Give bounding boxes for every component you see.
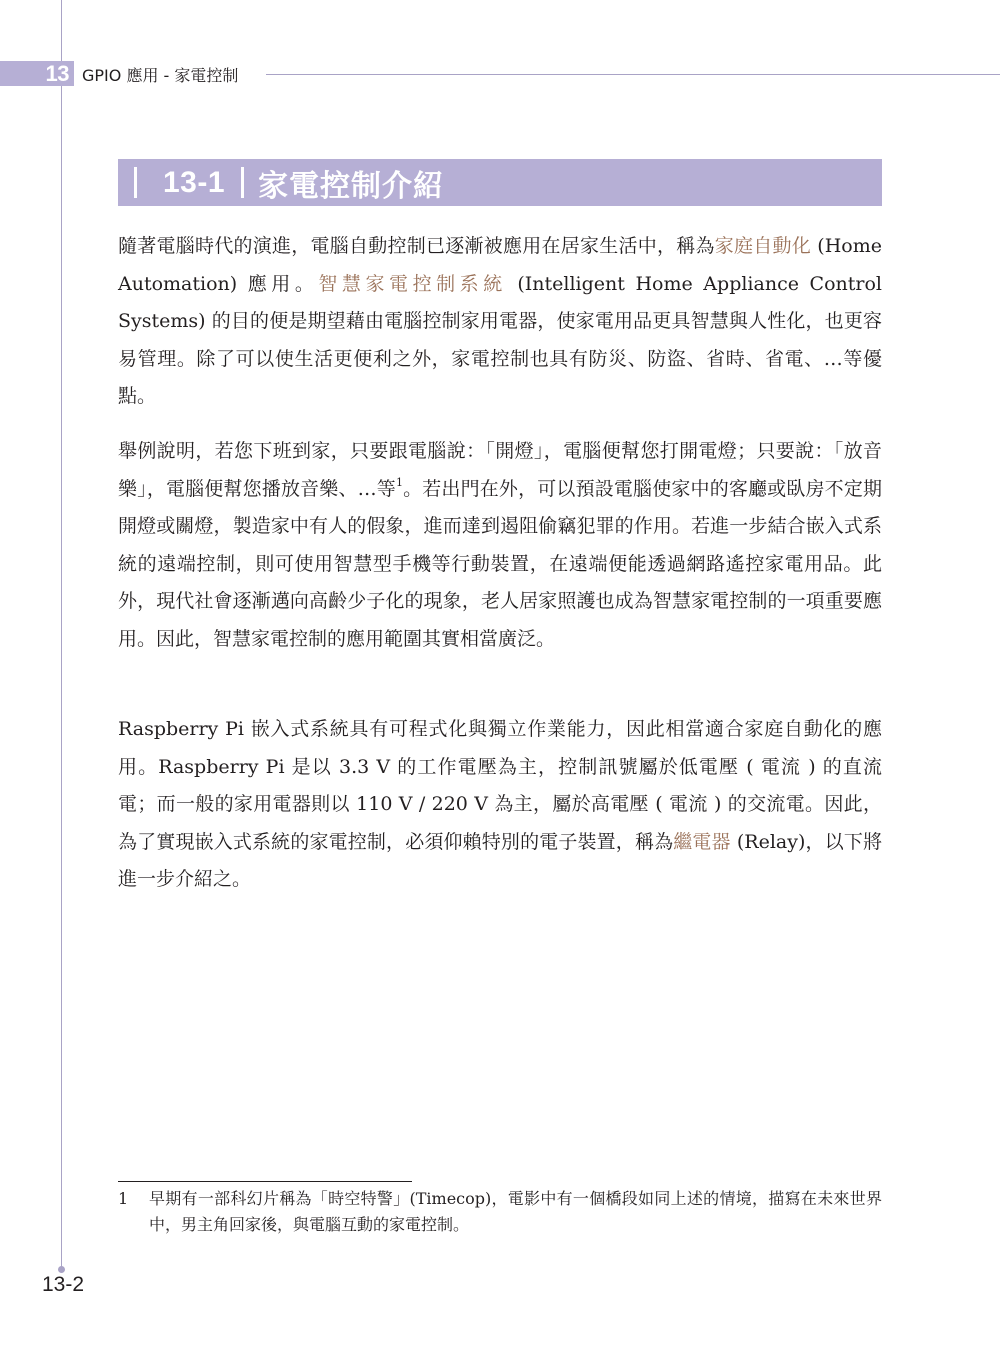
footnote — [118, 1186, 882, 1238]
section-number: 13-1 — [163, 165, 226, 199]
paragraph-text: 隨著電腦時代的演進，電腦自動控制已逐漸被應用在居家生活中，稱為 — [118, 235, 715, 257]
section-heading-banner — [118, 159, 882, 206]
paragraph-text: 舉例說明，若您下班到家，只要跟電腦說：「開燈」，電腦便幫您打開電燈；只要說：「放音樂」，電腦便幫您播放音樂、…等 — [118, 440, 882, 500]
running-header-title: GPIO 應用 - 家電控制 — [82, 65, 239, 85]
highlighted-term: 智慧家電控制系統 — [318, 272, 507, 295]
footnote-number: 1 — [118, 1189, 129, 1208]
footnote-text: 早期有一部科幻片稱為「時空特警」(Timecop)，電影中有一個橋段如同上述的情境，描寫在未來世界中，男主角回家後，與電腦互動的家電控制。 — [149, 1189, 882, 1234]
paragraph — [118, 433, 882, 658]
left-margin-rule — [61, 0, 62, 1272]
paragraph-text: 。若出門在外，可以預設電腦使家中的客廳或臥房不定期開燈或關燈，製造家中有人的假象，進而達到遏阻偷竊犯罪的作用。若進一步結合嵌入式系統的遠端控制，則可使用智慧型手機等行動裝置，在遠端便能透過網路遙控家電用品。此外，現代社會逐漸邁向高齡少子化的現象，老人居家照護也成為智慧家電控制的一項重要應用。因此，智慧家電控制的應用範圍其實相當廣泛。 — [118, 477, 882, 650]
paragraph — [118, 228, 882, 416]
margin-rule-dot — [58, 1266, 65, 1273]
highlighted-term: 繼電器 — [673, 830, 731, 853]
heading-divider — [134, 167, 137, 198]
highlighted-term: 家庭自動化 — [714, 235, 811, 257]
paragraph-text: (Home Automation) 應用。 — [118, 235, 882, 295]
paragraph — [118, 711, 882, 899]
header-rule — [266, 74, 1000, 75]
page-number: 13-2 — [42, 1273, 85, 1296]
footnote-reference[interactable]: 1 — [395, 475, 403, 489]
heading-divider — [241, 167, 244, 198]
paragraph-text: Raspberry Pi 嵌入式系統具有可程式化與獨立作業能力，因此相當適合家庭自動化的應用。Raspberry Pi 是以 3.3 V 的工作電壓為主，控制訊號屬於低電壓 ( 電流 ) 的直流電；而一般的家用電器則以 110 V / 220 V 為主，屬於高電壓 ( 電流 ) 的交流電。因此，為了實現嵌入式系統的家電控制，必須仰賴特別的電子裝置，稱為 — [118, 718, 882, 853]
paragraph-text: (Intelligent Home Appliance Control Systems) 的目的便是期望藉由電腦控制家用電器，使家電用品更具智慧與人性化，也更容易管理。除了可以使生活更便利之外，家電控制也具有防災、防盜、省時、省電、…等優點。 — [118, 272, 882, 407]
footnote-separator — [118, 1181, 412, 1182]
section-title: 家電控制介紹 — [258, 168, 445, 204]
paragraph-text: (Relay)，以下將進一步介紹之。 — [118, 830, 882, 890]
chapter-number: 13 — [45, 60, 69, 86]
